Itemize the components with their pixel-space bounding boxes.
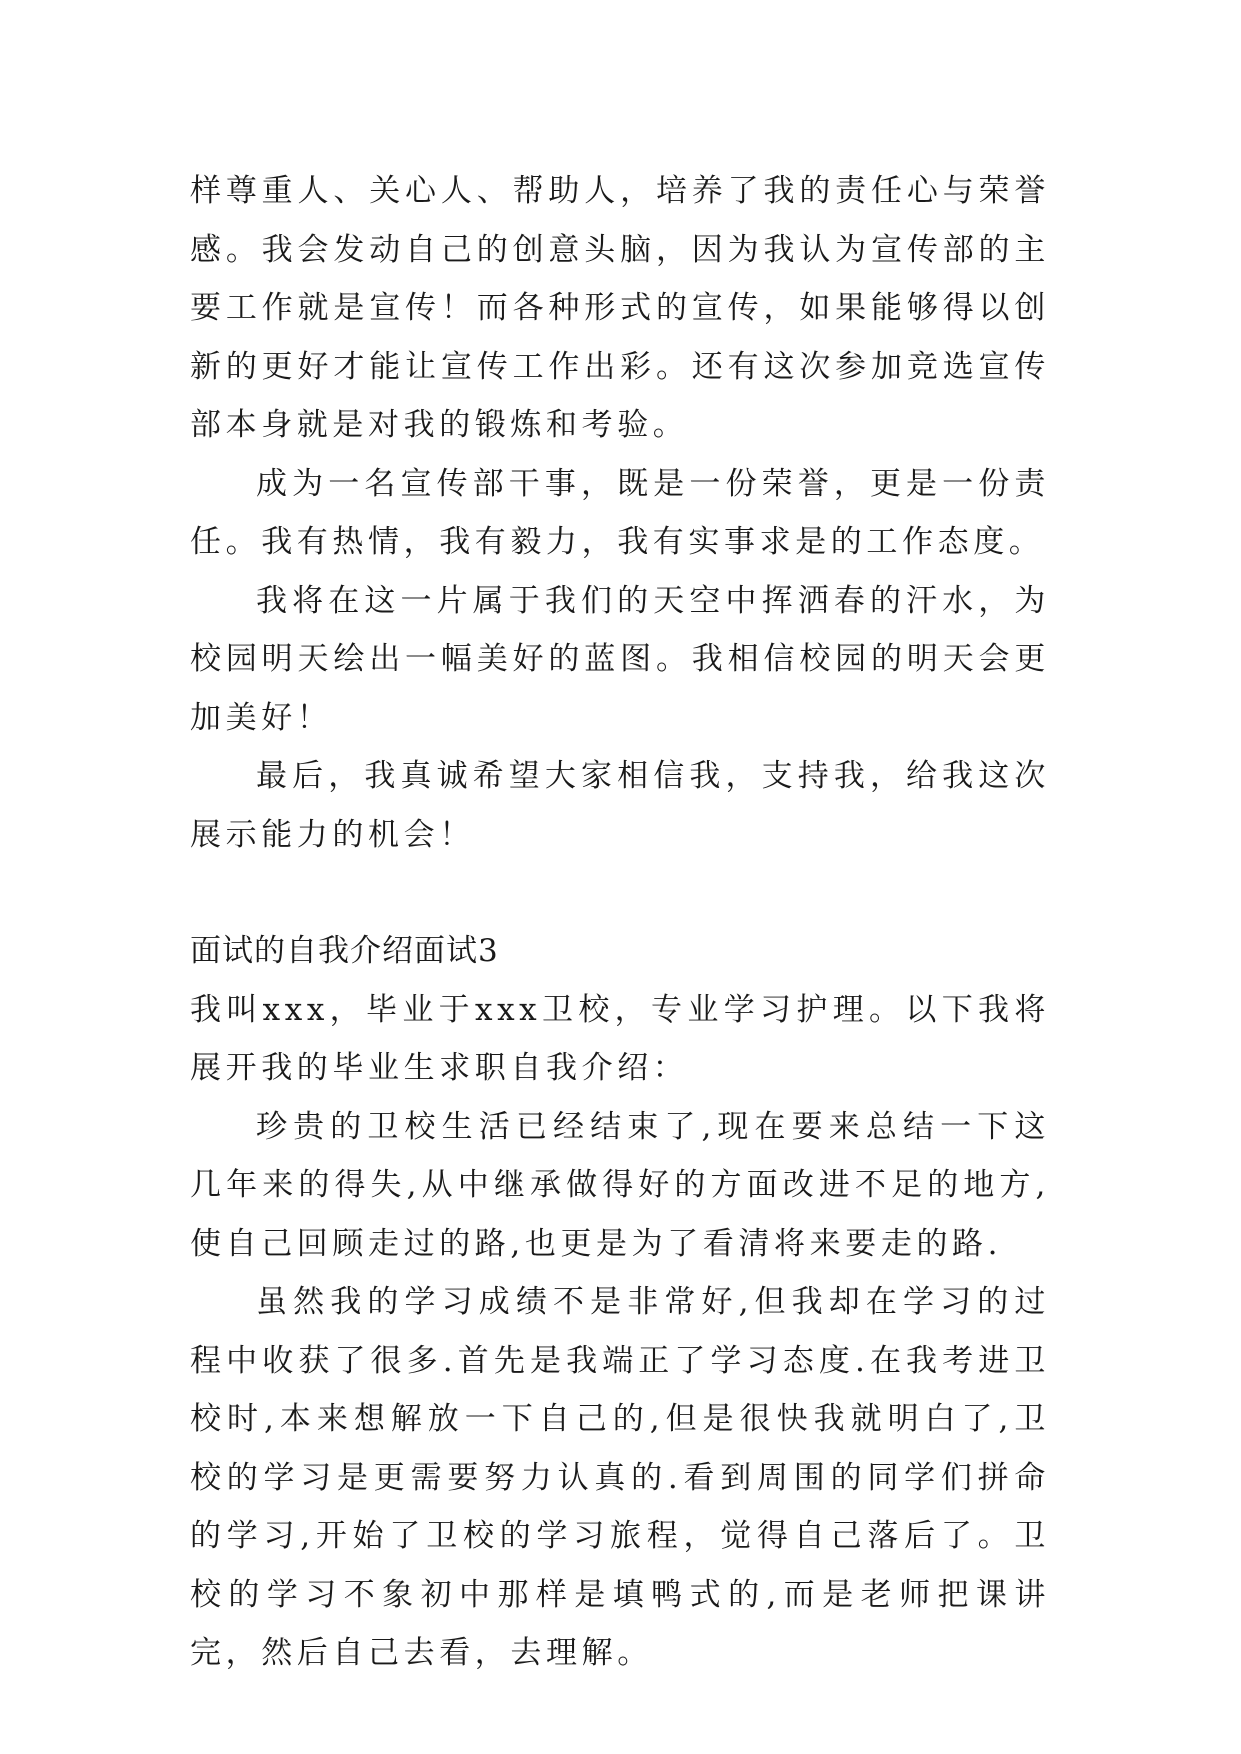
- document-body: [190, 162, 1050, 1683]
- paragraph-study-attitude: 虽然我的学习成绩不是非常好,但我却在学习的过程中收获了很多.首先是我端正了学习态度.在我考进卫校时,本来想解放一下自己的,但是很快我就明白了,卫校的学习是更需要努力认真的.看到周围的同学们拼命的学习,开始了卫校的学习旅程，觉得自己落后了。卫校的学习不象初中那样是填鸭式的,而是老师把课讲完，然后自己去看，去理解。: [190, 1284, 1050, 1671]
- section-gap: [190, 864, 1050, 922]
- paragraph-summary: 珍贵的卫校生活已经结束了,现在要来总结一下这几年来的得失,从中继承做得好的方面改进不足的地方,使自己回顾走过的路,也更是为了看清将来要走的路.: [190, 1108, 1050, 1262]
- paragraph-continuation: 样尊重人、关心人、帮助人，培养了我的责任心与荣誉感。我会发动自己的创意头脑，因为我认为宣传部的主要工作就是宣传！而各种形式的宣传，如果能够得以创新的更好才能让宣传工作出彩。还有这次参加竞选宣传部本身就是对我的锻炼和考验。: [190, 173, 1050, 443]
- paragraph-campus-future: 我将在这一片属于我们的天空中挥洒春的汗水，为校园明天绘出一幅美好的蓝图。我相信校园的明天会更加美好！: [190, 582, 1050, 736]
- paragraph-closing: 最后，我真诚希望大家相信我，支持我，给我这次展示能力的机会！: [190, 758, 1050, 853]
- section-heading: 面试的自我介绍面试3: [190, 933, 499, 969]
- paragraph-introduction: 我叫xxx，毕业于xxx卫校，专业学习护理。以下我将展开我的毕业生求职自我介绍：: [190, 991, 1050, 1086]
- paragraph-responsibility: 成为一名宣传部干事，既是一份荣誉，更是一份责任。我有热情，我有毅力，我有实事求是的工作态度。: [190, 465, 1050, 560]
